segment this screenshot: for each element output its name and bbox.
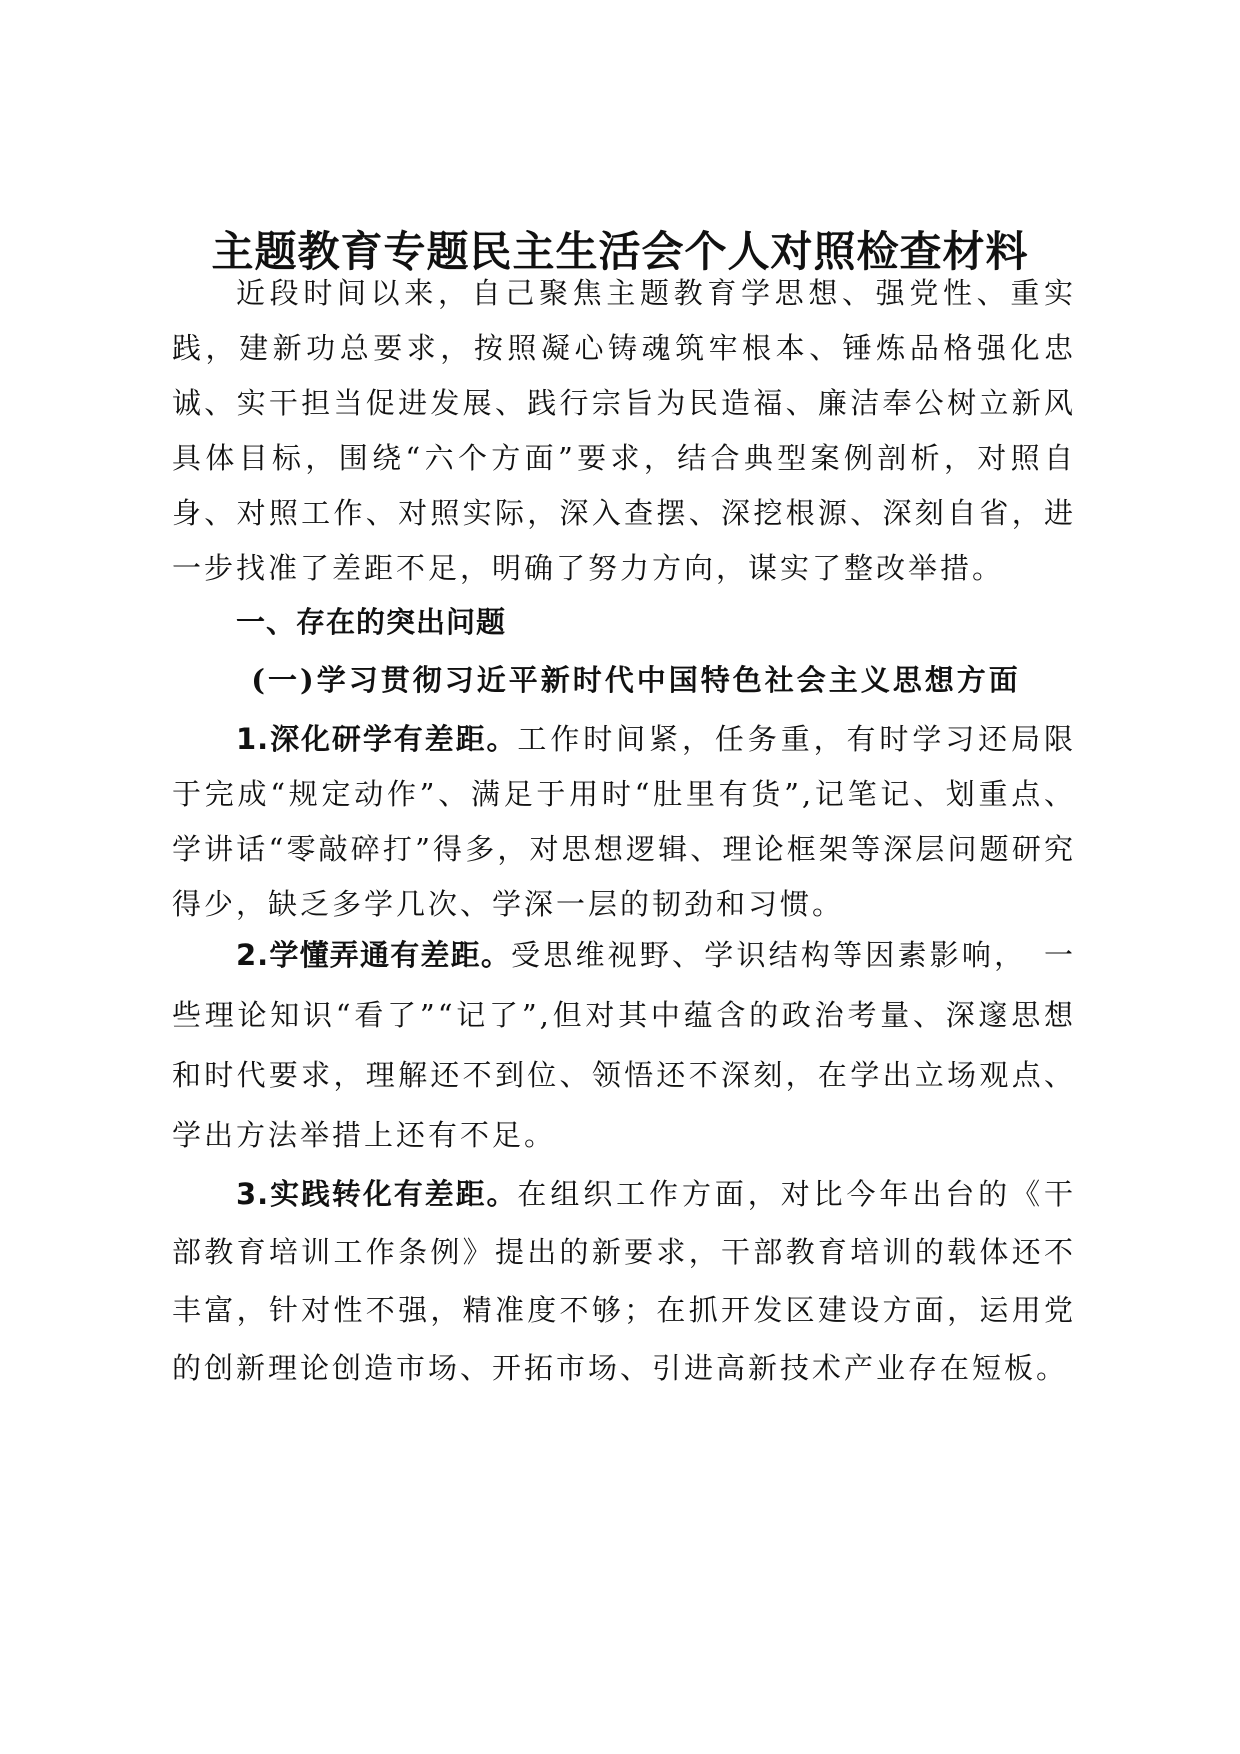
intro-paragraph: 近段时间以来，自己聚焦主题教育学思想、强党性、重实践，建新功总要求，按照凝心铸魂筑牢根本、锤炼品格强化忠诚、实干担当促进发展、践行宗旨为民造福、廉洁奉公树立新风具体目标，围绕“六个方面”要求，结合典型案例剖析，对照自身、对照工作、对照实际，深入查摆、深挖根源、深刻自省，进一步找准了差距不足，明确了努力方向，谋实了整改举措。 bbox=[172, 276, 1076, 585]
section-heading: 一、存在的突出问题 bbox=[236, 605, 507, 639]
subsection-heading: (一)学习贯彻习近平新时代中国特色社会主义思想方面 bbox=[251, 663, 1021, 697]
list-item bbox=[172, 1165, 1076, 1397]
document-title: 主题教育专题民主生活会个人对照检查材料 bbox=[211, 227, 1029, 276]
list-item bbox=[172, 712, 1076, 932]
item-lead: 3.实践转化有差距。 bbox=[236, 1177, 518, 1211]
item-body: 在组织工作方面，对比今年出台的《干部教育培训工作条例》提出的新要求，干部教育培训的载体还不丰富，针对性不强，精准度不够；在抓开发区建设方面，运用党的创新理论创造市场、开拓市场、引进高新技术产业存在短板。 bbox=[172, 1177, 1076, 1385]
item-lead: 2.学懂弄通有差距。 bbox=[236, 938, 512, 972]
item-body: 受思维视野、学识结构等因素影响， 一些理论知识“看了”“记了”,但对其中蕴含的政治考量、深邃思想和时代要求，理解还不到位、领悟还不深刻，在学出立场观点、学出方法举措上还有不足。 bbox=[172, 938, 1076, 1152]
item-lead: 1.深化研学有差距。 bbox=[236, 722, 518, 756]
item-body: 工作时间紧，任务重，有时学习还局限于完成“规定动作”、满足于用时“肚里有货”,记笔记、划重点、学讲话“零敲碎打”得多，对思想逻辑、理论框架等深层问题研究得少，缺乏多学几次、学深一层的韧劲和习惯。 bbox=[172, 722, 1076, 921]
list-item bbox=[172, 925, 1076, 1165]
